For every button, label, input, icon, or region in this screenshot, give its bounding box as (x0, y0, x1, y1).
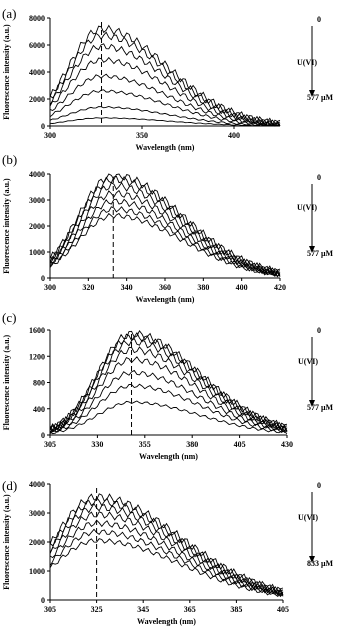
y-tick-label: 1000 (29, 567, 45, 576)
y-axis-title: Fluorescence intensity (a.u.) (2, 334, 11, 431)
x-tick-label: 400 (228, 131, 240, 140)
y-tick-label: 0 (41, 431, 45, 440)
x-tick-label: 365 (183, 605, 196, 614)
y-tick-label: 0 (41, 274, 45, 283)
spectrum-line (50, 539, 283, 597)
x-tick-label: 325 (90, 605, 103, 614)
chart-panel (2, 6, 334, 152)
x-axis-title: Wavelength (nm) (137, 617, 196, 626)
start-concentration-label: 0 (317, 15, 321, 24)
x-axis-title: Wavelength (nm) (139, 452, 198, 461)
x-tick-label: 360 (159, 283, 171, 292)
x-tick-label: 380 (197, 283, 210, 292)
x-tick-label: 305 (44, 605, 56, 614)
spectrum-line (50, 207, 280, 277)
y-tick-label: 2000 (29, 538, 45, 547)
end-concentration-label: 577 μM (307, 249, 334, 258)
chart-panel (2, 478, 334, 626)
chart-panel (2, 152, 334, 304)
x-tick-label: 420 (274, 283, 286, 292)
x-tick-label: 340 (120, 283, 133, 292)
x-tick-label: 385 (230, 605, 243, 614)
end-concentration-label: 833 μM (307, 559, 334, 568)
spectrum-line (50, 32, 280, 126)
start-concentration-label: 0 (317, 326, 321, 335)
x-tick-label: 430 (281, 440, 293, 449)
y-tick-label: 1600 (29, 326, 45, 335)
spectrum-line (50, 58, 280, 126)
x-tick-label: 320 (82, 283, 95, 292)
panel-label: (b) (2, 152, 18, 167)
y-tick-label: 0 (41, 122, 45, 131)
y-tick-label: 1000 (29, 248, 45, 257)
y-tick-label: 400 (33, 404, 45, 414)
x-tick-label: 300 (44, 131, 56, 140)
spectrum-line (50, 504, 283, 596)
y-axis-title: Fluorescence intensity (a.u.) (2, 178, 11, 274)
y-tick-label: 4000 (29, 68, 45, 77)
y-tick-label: 1200 (29, 352, 45, 362)
x-tick-label: 345 (137, 605, 150, 614)
uranium-label: U(VI) (298, 513, 318, 522)
y-tick-label: 0 (41, 596, 45, 605)
panel-label: (c) (2, 310, 17, 325)
x-tick-label: 400 (235, 283, 248, 292)
y-tick-label: 2000 (29, 222, 45, 231)
x-tick-label: 405 (277, 605, 289, 614)
x-tick-label: 305 (44, 440, 56, 449)
uranium-label: U(VI) (297, 58, 317, 67)
y-tick-label: 4000 (29, 170, 45, 179)
spectrum-line (50, 331, 287, 430)
y-axis-title: Fluorescence intensity (a.u.) (2, 494, 11, 590)
start-concentration-label: 0 (317, 481, 321, 490)
y-tick-label: 800 (33, 378, 45, 388)
end-concentration-label: 577 μM (307, 403, 334, 412)
uranium-label: U(VI) (298, 357, 318, 366)
x-tick-label: 355 (138, 440, 151, 449)
y-tick-label: 3000 (29, 509, 45, 518)
x-tick-label: 330 (91, 440, 104, 449)
y-axis-title: Fluorescence intensity (a.u.) (2, 24, 11, 120)
y-tick-label: 3000 (29, 196, 45, 205)
panel-label: (d) (2, 478, 18, 493)
panels (2, 6, 334, 626)
uranium-label: U(VI) (297, 203, 317, 212)
chart-panel (2, 310, 334, 461)
x-tick-label: 300 (44, 283, 56, 292)
y-tick-label: 8000 (29, 14, 45, 23)
y-tick-label: 2000 (29, 95, 45, 104)
x-axis-title: Wavelength (nm) (135, 295, 195, 304)
end-concentration-label: 577 μM (307, 93, 334, 102)
x-axis-title: Wavelength (nm) (135, 143, 195, 152)
start-concentration-label: 0 (317, 173, 321, 182)
x-tick-label: 405 (233, 440, 246, 449)
x-tick-label: 380 (186, 440, 199, 449)
panel-label: (a) (2, 6, 17, 21)
y-tick-label: 6000 (29, 41, 45, 50)
x-tick-label: 350 (136, 131, 148, 140)
spectrum-line (50, 529, 283, 596)
spectrum-line (50, 26, 280, 127)
y-tick-label: 4000 (29, 480, 45, 489)
